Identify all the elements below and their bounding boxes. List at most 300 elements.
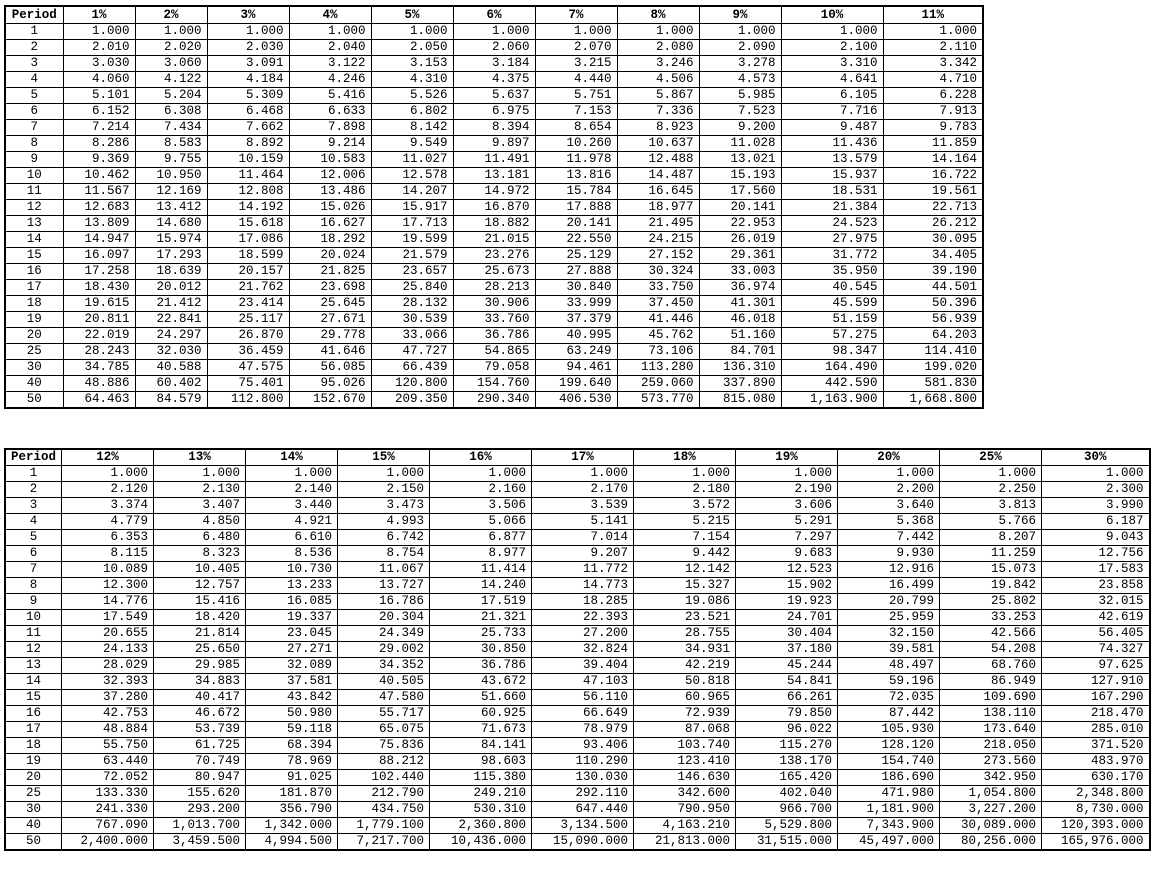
factor-cell: 79.058 <box>453 360 535 376</box>
factor-cell: 97.625 <box>1042 658 1150 674</box>
column-header-rate: 20% <box>838 449 940 466</box>
factor-cell: 136.310 <box>699 360 781 376</box>
factor-cell: 4.246 <box>289 72 371 88</box>
factor-cell: 2.020 <box>135 40 207 56</box>
factor-cell: 6.480 <box>154 530 246 546</box>
factor-cell: 10.462 <box>63 168 135 184</box>
annuity-table-1 <box>4 5 984 409</box>
period-cell: 8 <box>5 136 63 152</box>
factor-cell: 21.495 <box>617 216 699 232</box>
factor-cell: 21.412 <box>135 296 207 312</box>
factor-cell: 50.818 <box>634 674 736 690</box>
factor-cell: 79.850 <box>736 706 838 722</box>
factor-cell: 1,054.800 <box>940 786 1042 802</box>
factor-cell: 9.755 <box>135 152 207 168</box>
factor-cell: 1.000 <box>838 466 940 482</box>
factor-cell: 10.637 <box>617 136 699 152</box>
factor-cell: 66.439 <box>371 360 453 376</box>
factor-cell: 402.040 <box>736 786 838 802</box>
factor-cell: 27.888 <box>535 264 617 280</box>
table-row <box>5 594 1150 610</box>
factor-cell: 15.618 <box>207 216 289 232</box>
factor-cell: 6.877 <box>430 530 532 546</box>
factor-cell: 25.650 <box>154 642 246 658</box>
factor-cell: 7.297 <box>736 530 838 546</box>
factor-cell: 285.010 <box>1042 722 1150 738</box>
factor-cell: 8.207 <box>940 530 1042 546</box>
period-cell: 15 <box>5 248 63 264</box>
factor-cell: 115.380 <box>430 770 532 786</box>
factor-cell: 28.243 <box>63 344 135 360</box>
factor-cell: 154.760 <box>453 376 535 392</box>
factor-cell: 17.560 <box>699 184 781 200</box>
factor-cell: 2.200 <box>838 482 940 498</box>
factor-cell: 7.898 <box>289 120 371 136</box>
factor-cell: 18.420 <box>154 610 246 626</box>
factor-cell: 24.523 <box>781 216 883 232</box>
factor-cell: 3.310 <box>781 56 883 72</box>
factor-cell: 212.790 <box>338 786 430 802</box>
factor-cell: 7.523 <box>699 104 781 120</box>
factor-cell: 4.921 <box>246 514 338 530</box>
factor-cell: 1.000 <box>207 24 289 40</box>
factor-cell: 86.949 <box>940 674 1042 690</box>
factor-cell: 8.892 <box>207 136 289 152</box>
factor-cell: 2.010 <box>63 40 135 56</box>
table-row <box>5 184 983 200</box>
factor-cell: 7.913 <box>883 104 983 120</box>
table-row <box>5 264 983 280</box>
factor-cell: 27.671 <box>289 312 371 328</box>
factor-cell: 4,994.500 <box>246 834 338 851</box>
factor-cell: 57.275 <box>781 328 883 344</box>
period-cell: 20 <box>5 328 63 344</box>
annuity-table-2 <box>4 448 1151 851</box>
factor-cell: 815.080 <box>699 392 781 409</box>
factor-cell: 471.980 <box>838 786 940 802</box>
table-row <box>5 360 983 376</box>
table-row <box>5 312 983 328</box>
factor-cell: 28.132 <box>371 296 453 312</box>
factor-cell: 16.085 <box>246 594 338 610</box>
factor-cell: 27.975 <box>781 232 883 248</box>
period-cell: 14 <box>5 232 63 248</box>
factor-cell: 2.160 <box>430 482 532 498</box>
factor-cell: 44.501 <box>883 280 983 296</box>
factor-cell: 5.309 <box>207 88 289 104</box>
factor-cell: 70.749 <box>154 754 246 770</box>
period-cell: 18 <box>5 296 63 312</box>
factor-cell: 71.673 <box>430 722 532 738</box>
factor-cell: 15.073 <box>940 562 1042 578</box>
factor-cell: 6.975 <box>453 104 535 120</box>
factor-cell: 1,163.900 <box>781 392 883 409</box>
factor-cell: 36.786 <box>453 328 535 344</box>
factor-cell: 2.170 <box>532 482 634 498</box>
factor-cell: 15.917 <box>371 200 453 216</box>
factor-cell: 10.950 <box>135 168 207 184</box>
factor-cell: 60.925 <box>430 706 532 722</box>
factor-cell: 16.097 <box>63 248 135 264</box>
factor-cell: 21.814 <box>154 626 246 642</box>
factor-cell: 29.002 <box>338 642 430 658</box>
factor-cell: 29.778 <box>289 328 371 344</box>
table-row <box>5 706 1150 722</box>
factor-cell: 13.579 <box>781 152 883 168</box>
factor-cell: 6.468 <box>207 104 289 120</box>
factor-cell: 27.271 <box>246 642 338 658</box>
factor-cell: 30.324 <box>617 264 699 280</box>
table-row <box>5 466 1150 482</box>
factor-cell: 34.352 <box>338 658 430 674</box>
factor-cell: 73.106 <box>617 344 699 360</box>
factor-cell: 371.520 <box>1042 738 1150 754</box>
factor-cell: 32.030 <box>135 344 207 360</box>
factor-cell: 42.566 <box>940 626 1042 642</box>
factor-cell: 5.751 <box>535 88 617 104</box>
factor-cell: 1.000 <box>781 24 883 40</box>
factor-cell: 15.193 <box>699 168 781 184</box>
factor-cell: 630.170 <box>1042 770 1150 786</box>
factor-cell: 7.336 <box>617 104 699 120</box>
factor-cell: 19.599 <box>371 232 453 248</box>
factor-cell: 406.530 <box>535 392 617 409</box>
factor-cell: 17.293 <box>135 248 207 264</box>
factor-cell: 8.142 <box>371 120 453 136</box>
factor-cell: 16.645 <box>617 184 699 200</box>
column-header-rate: 16% <box>430 449 532 466</box>
factor-cell: 1.000 <box>154 466 246 482</box>
factor-cell: 11.028 <box>699 136 781 152</box>
factor-cell: 40.417 <box>154 690 246 706</box>
factor-cell: 9.783 <box>883 120 983 136</box>
factor-cell: 41.646 <box>289 344 371 360</box>
table-row <box>5 562 1150 578</box>
factor-cell: 6.308 <box>135 104 207 120</box>
factor-cell: 14.240 <box>430 578 532 594</box>
factor-cell: 19.086 <box>634 594 736 610</box>
table-row <box>5 674 1150 690</box>
factor-cell: 19.337 <box>246 610 338 626</box>
factor-cell: 18.285 <box>532 594 634 610</box>
period-cell: 17 <box>5 280 63 296</box>
factor-cell: 164.490 <box>781 360 883 376</box>
table-row <box>5 120 983 136</box>
factor-cell: 1.000 <box>135 24 207 40</box>
table-row <box>5 498 1150 514</box>
factor-cell: 6.610 <box>246 530 338 546</box>
factor-cell: 130.030 <box>532 770 634 786</box>
factor-cell: 8.923 <box>617 120 699 136</box>
factor-cell: 199.020 <box>883 360 983 376</box>
factor-cell: 120,393.000 <box>1042 818 1150 834</box>
factor-cell: 19.615 <box>63 296 135 312</box>
column-header-rate: 2% <box>135 6 207 24</box>
factor-cell: 3.506 <box>430 498 532 514</box>
factor-cell: 1.000 <box>699 24 781 40</box>
factor-cell: 30.906 <box>453 296 535 312</box>
factor-cell: 9.487 <box>781 120 883 136</box>
factor-cell: 17.258 <box>63 264 135 280</box>
factor-cell: 48.884 <box>62 722 154 738</box>
factor-cell: 6.742 <box>338 530 430 546</box>
factor-cell: 63.440 <box>62 754 154 770</box>
factor-cell: 259.060 <box>617 376 699 392</box>
factor-cell: 45.599 <box>781 296 883 312</box>
factor-cell: 9.043 <box>1042 530 1150 546</box>
factor-cell: 7.716 <box>781 104 883 120</box>
factor-cell: 9.369 <box>63 152 135 168</box>
factor-cell: 112.800 <box>207 392 289 409</box>
period-cell: 5 <box>5 530 62 546</box>
factor-cell: 16.870 <box>453 200 535 216</box>
factor-cell: 4.850 <box>154 514 246 530</box>
table-row <box>5 722 1150 738</box>
table-header-row <box>5 449 1150 466</box>
period-cell: 6 <box>5 546 62 562</box>
factor-cell: 113.280 <box>617 360 699 376</box>
period-cell: 12 <box>5 200 63 216</box>
factor-cell: 32.824 <box>532 642 634 658</box>
factor-cell: 19.923 <box>736 594 838 610</box>
factor-cell: 4.184 <box>207 72 289 88</box>
factor-cell: 14.487 <box>617 168 699 184</box>
factor-cell: 1.000 <box>532 466 634 482</box>
factor-cell: 790.950 <box>634 802 736 818</box>
period-cell: 2 <box>5 482 62 498</box>
period-cell: 9 <box>5 152 63 168</box>
factor-cell: 12.142 <box>634 562 736 578</box>
factor-cell: 1.000 <box>634 466 736 482</box>
factor-cell: 13.486 <box>289 184 371 200</box>
factor-cell: 32.150 <box>838 626 940 642</box>
factor-cell: 94.461 <box>535 360 617 376</box>
factor-cell: 11.027 <box>371 152 453 168</box>
factor-cell: 30.539 <box>371 312 453 328</box>
period-cell: 4 <box>5 72 63 88</box>
factor-cell: 75.836 <box>338 738 430 754</box>
table-row <box>5 200 983 216</box>
factor-cell: 45.244 <box>736 658 838 674</box>
factor-cell: 47.580 <box>338 690 430 706</box>
column-header-rate: 30% <box>1042 449 1150 466</box>
factor-cell: 51.159 <box>781 312 883 328</box>
factor-cell: 21.579 <box>371 248 453 264</box>
factor-cell: 3.606 <box>736 498 838 514</box>
factor-cell: 14.947 <box>63 232 135 248</box>
factor-cell: 12.169 <box>135 184 207 200</box>
factor-cell: 51.160 <box>699 328 781 344</box>
factor-cell: 14.164 <box>883 152 983 168</box>
column-header-rate: 7% <box>535 6 617 24</box>
factor-cell: 25.840 <box>371 280 453 296</box>
period-cell: 40 <box>5 376 63 392</box>
factor-cell: 24.297 <box>135 328 207 344</box>
factor-cell: 8.394 <box>453 120 535 136</box>
table-row <box>5 786 1150 802</box>
factor-cell: 46.672 <box>154 706 246 722</box>
table-row <box>5 72 983 88</box>
factor-cell: 13.816 <box>535 168 617 184</box>
factor-cell: 54.208 <box>940 642 1042 658</box>
factor-cell: 1.000 <box>63 24 135 40</box>
factor-cell: 26.212 <box>883 216 983 232</box>
factor-cell: 20.024 <box>289 248 371 264</box>
factor-cell: 966.700 <box>736 802 838 818</box>
factor-cell: 9.207 <box>532 546 634 562</box>
factor-cell: 15.784 <box>535 184 617 200</box>
factor-cell: 17.086 <box>207 232 289 248</box>
factor-cell: 61.725 <box>154 738 246 754</box>
factor-cell: 114.410 <box>883 344 983 360</box>
period-cell: 7 <box>5 562 62 578</box>
factor-cell: 40.588 <box>135 360 207 376</box>
table-row <box>5 530 1150 546</box>
table-row <box>5 328 983 344</box>
factor-cell: 13.809 <box>63 216 135 232</box>
factor-cell: 2.140 <box>246 482 338 498</box>
factor-cell: 22.019 <box>63 328 135 344</box>
factor-cell: 581.830 <box>883 376 983 392</box>
factor-cell: 74.327 <box>1042 642 1150 658</box>
period-cell: 5 <box>5 88 63 104</box>
factor-cell: 43.672 <box>430 674 532 690</box>
factor-cell: 5.867 <box>617 88 699 104</box>
factor-cell: 30,089.000 <box>940 818 1042 834</box>
factor-cell: 14.680 <box>135 216 207 232</box>
factor-cell: 12.578 <box>371 168 453 184</box>
factor-cell: 2.100 <box>781 40 883 56</box>
factor-cell: 11.414 <box>430 562 532 578</box>
factor-cell: 4.506 <box>617 72 699 88</box>
factor-cell: 2,348.800 <box>1042 786 1150 802</box>
factor-cell: 4.060 <box>63 72 135 88</box>
factor-cell: 75.401 <box>207 376 289 392</box>
period-cell: 30 <box>5 802 62 818</box>
factor-cell: 15.937 <box>781 168 883 184</box>
factor-cell: 42.753 <box>62 706 154 722</box>
factor-cell: 8.323 <box>154 546 246 562</box>
factor-cell: 22.393 <box>532 610 634 626</box>
factor-cell: 72.035 <box>838 690 940 706</box>
column-header-rate: 3% <box>207 6 289 24</box>
factor-cell: 56.405 <box>1042 626 1150 642</box>
factor-cell: 16.786 <box>338 594 430 610</box>
factor-cell: 22.713 <box>883 200 983 216</box>
factor-cell: 13.021 <box>699 152 781 168</box>
factor-cell: 15,090.000 <box>532 834 634 851</box>
factor-cell: 34.931 <box>634 642 736 658</box>
factor-cell: 5.215 <box>634 514 736 530</box>
factor-cell: 13.181 <box>453 168 535 184</box>
factor-cell: 5.526 <box>371 88 453 104</box>
factor-cell: 9.200 <box>699 120 781 136</box>
factor-cell: 50.396 <box>883 296 983 312</box>
factor-cell: 63.249 <box>535 344 617 360</box>
factor-cell: 80,256.000 <box>940 834 1042 851</box>
factor-cell: 40.545 <box>781 280 883 296</box>
factor-cell: 12.808 <box>207 184 289 200</box>
factor-cell: 18.639 <box>135 264 207 280</box>
factor-cell: 10.159 <box>207 152 289 168</box>
factor-cell: 1,013.700 <box>154 818 246 834</box>
factor-cell: 20.157 <box>207 264 289 280</box>
column-header-rate: 6% <box>453 6 535 24</box>
factor-cell: 8.583 <box>135 136 207 152</box>
factor-cell: 56.085 <box>289 360 371 376</box>
factor-cell: 138.170 <box>736 754 838 770</box>
factor-cell: 22.953 <box>699 216 781 232</box>
factor-cell: 11.978 <box>535 152 617 168</box>
period-cell: 25 <box>5 786 62 802</box>
factor-cell: 23.045 <box>246 626 338 642</box>
factor-cell: 59.196 <box>838 674 940 690</box>
factor-cell: 36.786 <box>430 658 532 674</box>
period-cell: 1 <box>5 24 63 40</box>
factor-cell: 9.683 <box>736 546 838 562</box>
factor-cell: 5.066 <box>430 514 532 530</box>
factor-cell: 128.120 <box>838 738 940 754</box>
period-cell: 40 <box>5 818 62 834</box>
factor-cell: 3.184 <box>453 56 535 72</box>
factor-cell: 13.412 <box>135 200 207 216</box>
factor-cell: 6.802 <box>371 104 453 120</box>
factor-cell: 25.959 <box>838 610 940 626</box>
factor-cell: 20.799 <box>838 594 940 610</box>
factor-cell: 5.141 <box>532 514 634 530</box>
factor-cell: 6.228 <box>883 88 983 104</box>
factor-cell: 34.883 <box>154 674 246 690</box>
period-cell: 30 <box>5 360 63 376</box>
column-header-rate: 5% <box>371 6 453 24</box>
factor-cell: 24.215 <box>617 232 699 248</box>
factor-cell: 3.215 <box>535 56 617 72</box>
column-header-rate: 13% <box>154 449 246 466</box>
period-cell: 14 <box>5 674 62 690</box>
factor-cell: 3,134.500 <box>532 818 634 834</box>
factor-cell: 25.117 <box>207 312 289 328</box>
period-cell: 16 <box>5 264 63 280</box>
factor-cell: 25.733 <box>430 626 532 642</box>
factor-cell: 12.006 <box>289 168 371 184</box>
factor-cell: 273.560 <box>940 754 1042 770</box>
factor-cell: 15.974 <box>135 232 207 248</box>
factor-cell: 167.290 <box>1042 690 1150 706</box>
factor-cell: 6.105 <box>781 88 883 104</box>
factor-cell: 84.141 <box>430 738 532 754</box>
factor-cell: 1.000 <box>338 466 430 482</box>
factor-cell: 11.464 <box>207 168 289 184</box>
factor-cell: 17.888 <box>535 200 617 216</box>
factor-cell: 186.690 <box>838 770 940 786</box>
factor-cell: 13.233 <box>246 578 338 594</box>
factor-cell: 12.488 <box>617 152 699 168</box>
factor-cell: 3,459.500 <box>154 834 246 851</box>
factor-cell: 39.190 <box>883 264 983 280</box>
factor-cell: 103.740 <box>634 738 736 754</box>
factor-cell: 78.969 <box>246 754 338 770</box>
factor-cell: 64.463 <box>63 392 135 409</box>
table-row <box>5 344 983 360</box>
factor-cell: 23.858 <box>1042 578 1150 594</box>
factor-cell: 4.573 <box>699 72 781 88</box>
factor-cell: 34.785 <box>63 360 135 376</box>
factor-cell: 50.980 <box>246 706 338 722</box>
factor-cell: 2.300 <box>1042 482 1150 498</box>
factor-cell: 54.865 <box>453 344 535 360</box>
period-cell: 20 <box>5 770 62 786</box>
factor-cell: 66.261 <box>736 690 838 706</box>
